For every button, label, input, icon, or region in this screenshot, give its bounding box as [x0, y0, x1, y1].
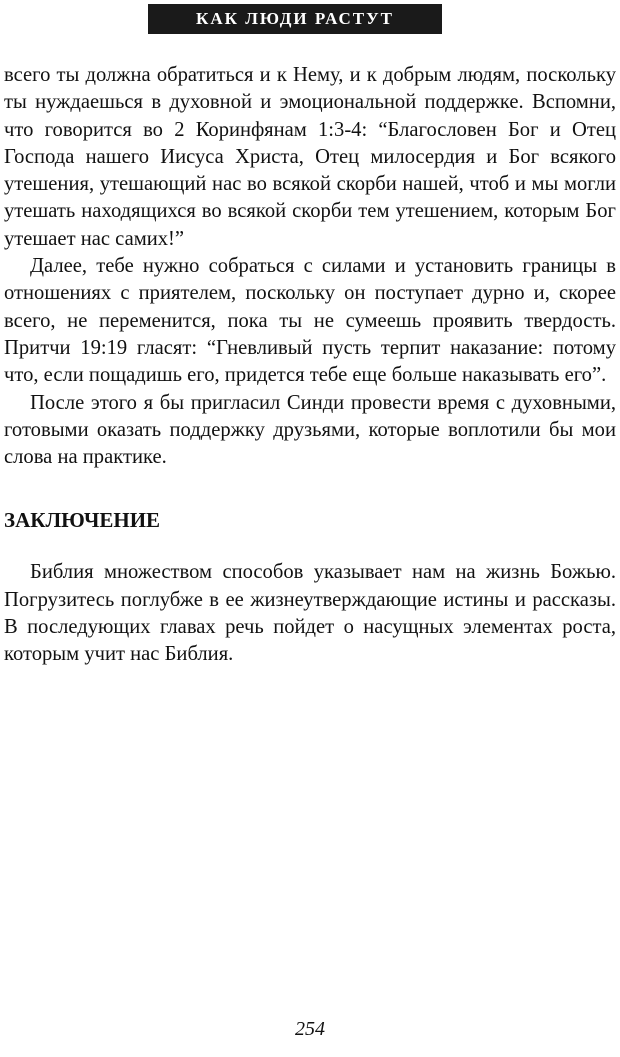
running-header-title: КАК ЛЮДИ РАСТУТ — [196, 9, 394, 28]
running-header — [148, 4, 442, 34]
page-body — [4, 62, 616, 669]
section-paragraph: Библия множеством способов указывает нам на жизнь Божью. Погрузитесь поглубже в ее жизнеутверждающие истины и рассказы. В последующих главах речь пойдет о насущных элементах роста, которым учит нас Библия. — [4, 561, 616, 666]
section-heading: ЗАКЛЮЧЕНИЕ — [4, 508, 161, 533]
body-paragraph: После этого я бы пригласил Синди провести время с духовными, готовыми оказать поддержку друзьями, которые воплотили бы мои слова на практике. — [4, 391, 616, 469]
page-number: 254 — [295, 1018, 325, 1040]
body-paragraph: всего ты должна обратиться и к Нему, и к добрым людям, поскольку ты нуждаешься в духовной и эмоциональной поддержке. Вспомни, что говорится во 2 Коринфянам 1:3-4: “Благословен Бог и Отец Господа нашего Иисуса Христа, Отец милосердия и Бог всякого утешения, утешающий нас во всякой скорби нашей, чтоб и мы могли утешать находящихся во всякой скорби тем утешением, которым Бог утешает нас самих!” — [4, 64, 616, 250]
body-paragraph: Далее, тебе нужно собраться с силами и установить границы в отношениях с приятелем, поскольку он поступает дурно и, скорее всего, не переменится, пока ты не сумеешь проявить твердость. Притчи 19:19 гласят: “Гневливый пусть терпит наказание: потому что, если пощадишь его, придется тебе еще больше наказывать его”. — [4, 255, 616, 387]
